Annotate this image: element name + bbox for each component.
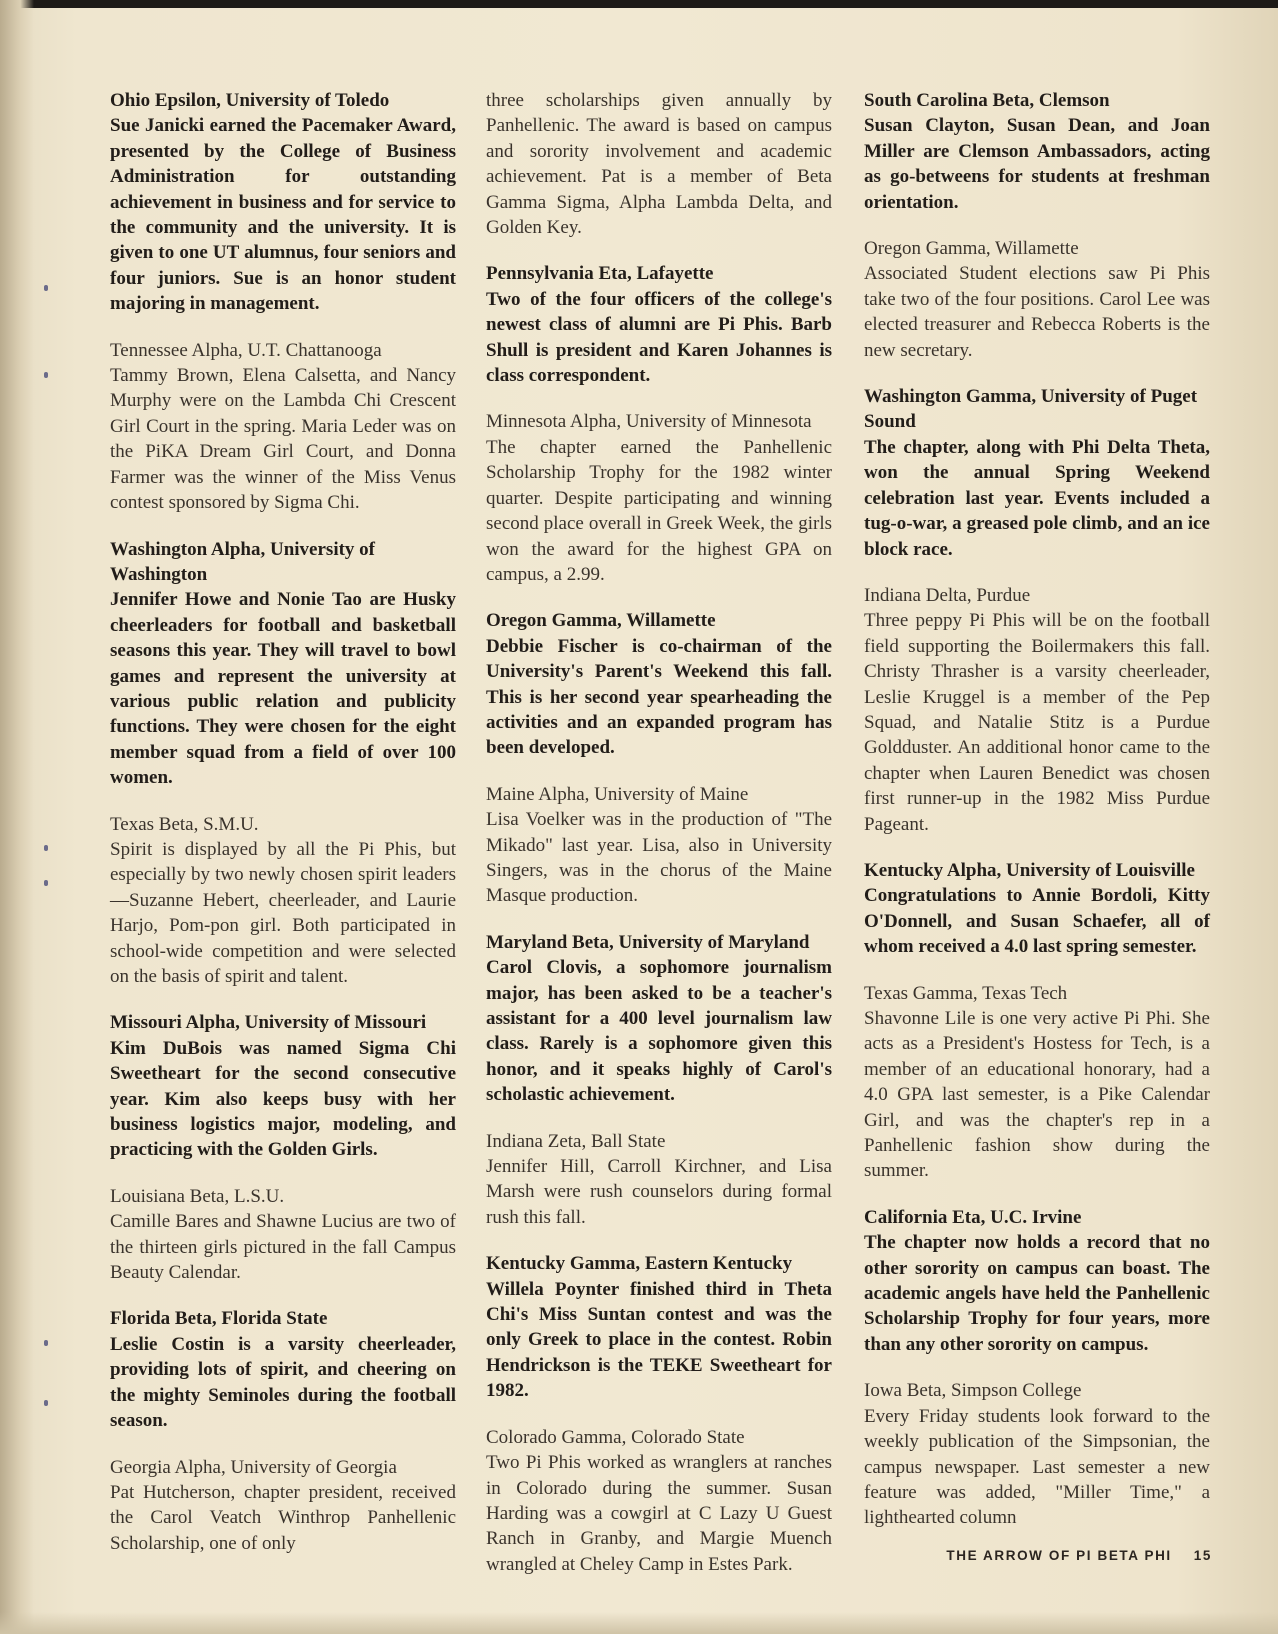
chapter-news: Pat Hutcherson, chapter president, received the Carol Veatch Winthrop Panhellenic Scholarship, one of only <box>110 1481 456 1554</box>
chapter-entry <box>110 1010 456 1162</box>
margin-speck <box>44 372 48 378</box>
chapter-heading: Georgia Alpha, University of Georgia <box>110 1456 397 1478</box>
chapter-news: Debbie Fischer is co-chairman of the University's Parent's Weekend this fall. This is her second year spearheading the activities and an expanded program has been developed. <box>486 635 832 759</box>
chapter-entry <box>864 583 1210 837</box>
chapter-entry <box>486 1251 832 1403</box>
chapter-news: Willela Poynter finished third in Theta Chi's Miss Suntan contest and was the only Greek to place in the contest. Robin Hendrickson is the TEKE Sweetheart for 1982. <box>486 1278 832 1402</box>
chapter-heading: Ohio Epsilon, University of Toledo <box>110 90 390 111</box>
chapter-heading: Colorado Gamma, Colorado State <box>486 1426 745 1448</box>
chapter-news: Every Friday students look forward to the weekly publication of the Simpsonian, the campus newspaper. Last semester a new feature was added, "Miller Time," a lighthearted column <box>864 1405 1210 1529</box>
chapter-news: three scholarships given annually by Panhellenic. The award is based on campus and sorority involvement and academic achievement. Pat is a member of Beta Gamma Sigma, Alpha Lambda Delta, and Golden Key. <box>486 90 832 239</box>
chapter-entry <box>864 88 1210 215</box>
chapter-heading: Minnesota Alpha, University of Minnesota <box>486 411 812 433</box>
column-left <box>110 88 456 1577</box>
chapter-news: Kim DuBois was named Sigma Chi Sweetheart for the second consecutive year. Kim also keeps busy with her business logistics major, modeling, and practicing with the Golden Girls. <box>110 1037 456 1161</box>
chapter-entry <box>486 930 832 1108</box>
chapter-entry <box>864 384 1210 562</box>
chapter-entry <box>486 261 832 388</box>
chapter-news: The chapter now holds a record that no other sorority on campus can boast. The academic angels have held the Panhellenic Scholarship Trophy for four years, more than any other sorority on campus. <box>864 1232 1210 1355</box>
binding-shadow <box>0 0 34 1634</box>
chapter-news: Jennifer Howe and Nonie Tao are Husky cheerleaders for football and basketball seasons this year. They will travel to bowl games and represent the university at various public relation and publicity functions. They were chosen for the eight member squad from a field of over 100 women. <box>110 589 456 789</box>
chapter-heading: Iowa Beta, Simpson College <box>864 1380 1082 1402</box>
chapter-entry <box>486 409 832 587</box>
page-number: 15 <box>1193 1548 1212 1563</box>
chapter-news: Lisa Voelker was in the production of "The Mikado" last year. Lisa, also in University Singers, was in the chorus of the Maine Masque production. <box>486 809 832 907</box>
margin-speck <box>44 845 48 851</box>
chapter-entry <box>486 1129 832 1231</box>
margin-speck <box>44 285 48 291</box>
chapter-news: Carol Clovis, a sophomore journalism major, has been asked to be a teacher's assistant for a 400 level journalism law class. Rarely is a sophomore given this honor, and it speaks highly of Carol's scholastic achievement. <box>486 957 832 1106</box>
chapter-heading: Indiana Delta, Purdue <box>864 584 1031 606</box>
chapter-heading: Indiana Zeta, Ball State <box>486 1130 666 1152</box>
chapter-entry <box>110 338 456 516</box>
chapter-news: Spirit is displayed by all the Pi Phis, but especially by two newly chosen spirit leaders—Suzanne Hebert, cheerleader, and Laurie Harjo, Pom-pon girl. Both participated in school-wide competition and were selected on the basis of spirit and talent. <box>110 838 456 987</box>
chapter-news: The chapter earned the Panhellenic Scholarship Trophy for the 1982 winter quarter. Despite participating and winning second place overall in Greek Week, the girls won the award for the highest GPA on campus, a 2.99. <box>486 436 832 585</box>
chapter-entry <box>486 608 832 760</box>
chapter-heading: Oregon Gamma, Willamette <box>486 610 716 632</box>
chapter-entry <box>486 1425 832 1577</box>
chapter-heading: Louisiana Beta, L.S.U. <box>110 1185 285 1207</box>
chapter-heading: Florida Beta, Florida State <box>110 1308 328 1330</box>
chapter-entry <box>110 1455 456 1557</box>
chapter-heading: Maryland Beta, University of Maryland <box>486 931 810 953</box>
publication-title: THE ARROW OF PI BETA PHI <box>946 1548 1172 1563</box>
chapter-entry <box>864 858 1210 960</box>
chapter-entry <box>110 812 456 990</box>
chapter-heading: Kentucky Alpha, University of Louisville <box>864 859 1195 881</box>
margin-speck <box>44 880 48 886</box>
chapter-heading: Tennessee Alpha, U.T. Chattanooga <box>110 339 382 361</box>
chapter-entry <box>110 1184 456 1286</box>
chapter-heading: Texas Gamma, Texas Tech <box>864 982 1068 1004</box>
chapter-heading: Kentucky Gamma, Eastern Kentucky <box>486 1253 793 1275</box>
chapter-news: The chapter, along with Phi Delta Theta, won the annual Spring Weekend celebration last year. Events included a tug-o-war, a greased pole climb, and an ice block race. <box>864 436 1210 560</box>
chapter-news: Congratulations to Annie Bordoli, Kitty O'Donnell, and Susan Schaefer, all of whom received a 4.0 last spring semester. <box>864 885 1210 958</box>
chapter-news: Two Pi Phis worked as wranglers at ranches in Colorado during the summer. Susan Harding was a cowgirl at C Lazy U Guest Ranch in Granby, and Margie Muench wrangled at Cheley Camp in Estes Park. <box>486 1452 832 1575</box>
chapter-news: Sue Janicki earned the Pacemaker Award, presented by the College of Business Administration for outstanding achievement in business and for service to the community and the university. It is given to one UT alumnus, four seniors and four juniors. Sue is an honor student majoring in management. <box>110 115 456 315</box>
chapter-entry <box>110 1306 456 1433</box>
chapter-heading: Pennsylvania Eta, Lafayette <box>486 263 714 285</box>
chapter-news: Three peppy Pi Phis will be on the football field supporting the Boilermakers this fall. Christy Thrasher is a varsity cheerleader, Leslie Kruggel is a member of the Pep Squad, and Natalie Stitz is a Purdue Goldduster. An additional honor came to the chapter when Lauren Benedict was chosen first runner-up in the 1982 Miss Purdue Pageant. <box>864 610 1210 835</box>
chapter-heading: South Carolina Beta, Clemson <box>864 90 1110 111</box>
column-right <box>864 88 1210 1552</box>
chapter-entry <box>864 236 1210 363</box>
page-footer <box>892 1548 1212 1563</box>
chapter-heading: Washington Gamma, University of Puget Sound <box>864 386 1198 433</box>
chapter-news: Two of the four officers of the college's newest class of alumni are Pi Phis. Barb Shull is president and Karen Johannes is class correspondent. <box>486 288 832 387</box>
chapter-news: Leslie Costin is a varsity cheerleader, providing lots of spirit, and cheering on the mighty Seminoles during the football season. <box>110 1333 456 1432</box>
chapter-heading: Washington Alpha, University of Washington <box>110 538 375 585</box>
margin-speck <box>44 1400 48 1406</box>
chapter-heading: Oregon Gamma, Willamette <box>864 238 1079 260</box>
chapter-heading: Texas Beta, S.M.U. <box>110 813 259 835</box>
chapter-news: Jennifer Hill, Carroll Kirchner, and Lisa Marsh were rush counselors during formal rush this fall. <box>486 1156 832 1228</box>
column-middle <box>486 88 832 1598</box>
top-edge <box>0 0 1278 8</box>
chapter-news: Associated Student elections saw Pi Phis take two of the four positions. Carol Lee was elected treasurer and Rebecca Roberts is the new secretary. <box>864 263 1210 361</box>
chapter-entry <box>110 537 456 791</box>
chapter-news: Shavonne Lile is one very active Pi Phi. She acts as a President's Hostess for Tech, is a member of an educational honorary, had a 4.0 GPA last semester, is a Pike Calendar Girl, and was the chapter's rep in a Panhellenic fashion show during the summer. <box>864 1008 1210 1182</box>
chapter-entry <box>110 88 456 317</box>
chapter-heading: California Eta, U.C. Irvine <box>864 1206 1082 1228</box>
chapter-entry <box>486 88 832 240</box>
chapter-news: Tammy Brown, Elena Calsetta, and Nancy Murphy were on the Lambda Chi Crescent Girl Court in the spring. Maria Leder was on the PiKA Dream Girl Court, and Donna Farmer was the winner of the Miss Venus contest sponsored by Sigma Chi. <box>110 365 456 514</box>
chapter-entry <box>864 981 1210 1184</box>
bottom-edge <box>0 1612 1278 1634</box>
chapter-news: Susan Clayton, Susan Dean, and Joan Miller are Clemson Ambassadors, acting as go-betweens for students at freshman orientation. <box>864 115 1210 213</box>
chapter-heading: Missouri Alpha, University of Missouri <box>110 1012 427 1034</box>
margin-speck <box>44 1340 48 1346</box>
chapter-heading: Maine Alpha, University of Maine <box>486 783 749 805</box>
chapter-entry <box>486 782 832 909</box>
chapter-entry <box>864 1378 1210 1530</box>
chapter-entry <box>864 1205 1210 1357</box>
chapter-news: Camille Bares and Shawne Lucius are two of the thirteen girls pictured in the fall Campus Beauty Calendar. <box>110 1211 456 1284</box>
